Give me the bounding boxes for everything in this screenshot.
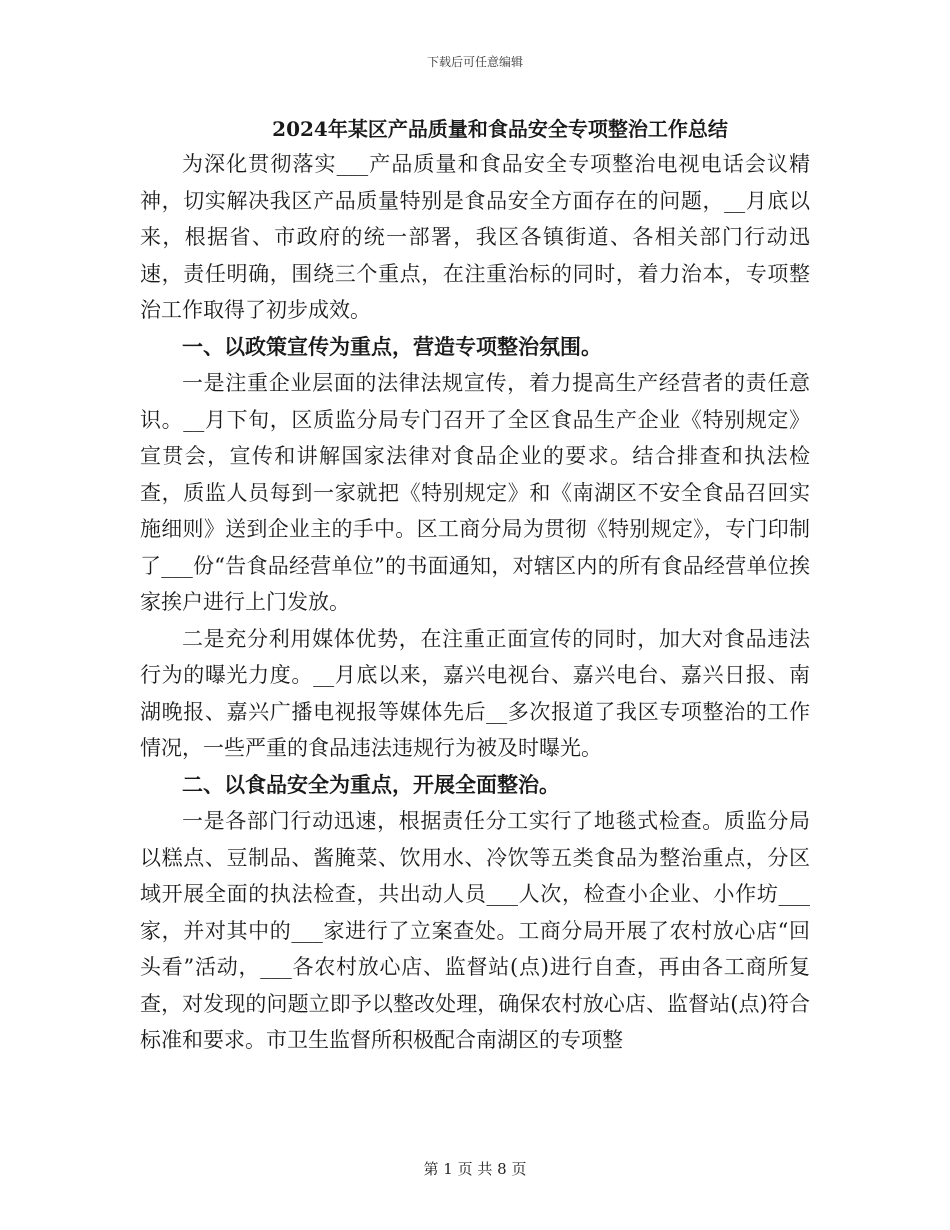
section1-paragraph-2: 二是充分利用媒体优势，在注重正面宣传的同时，加大对食品违法行为的曝光力度。__月底以来，嘉兴电视台、嘉兴电台、嘉兴日报、南湖晚报、嘉兴广播电视报等媒体先后__多次报道了我区专项整治的工作情况，一些严重的食品违法违规行为被及时曝光。 bbox=[140, 626, 810, 760]
section2-paragraph-1: 一是各部门行动迅速，根据责任分工实行了地毯式检查。质监分局以糕点、豆制品、酱腌菜、饮用水、冷饮等五类食品为整治重点，分区域开展全面的执法检查，共出动人员___人次，检查小企业、小作坊___家，并对其中的___家进行了立案查处。工商分局开展了农村放心店“回头看”活动，___各农村放心店、监督站(点)进行自查，再由各工商所复查，对发现的问题立即予以整改处理，确保农村放心店、监督站(点)符合标准和要求。市卫生监督所积极配合南湖区的专项整 bbox=[140, 809, 810, 1052]
page-header-note: 下载后可任意编辑 bbox=[426, 55, 523, 69]
intro-paragraph: 为深化贯彻落实___产品质量和食品安全专项整治电视电话会议精神，切实解决我区产品质量特别是食品安全方面存在的问题，__月底以来，根据省、市政府的统一部署，我区各镇街道、各相关部门行动迅速，责任明确，围绕三个重点，在注重治标的同时，着力治本，专项整治工作取得了初步成效。 bbox=[140, 152, 810, 322]
page-number-footer: 第 1 页 共 8 页 bbox=[423, 1160, 527, 1178]
document-title: 2024年某区产品质量和食品安全专项整治工作总结 bbox=[272, 117, 728, 141]
section1-paragraph-1: 一是注重企业层面的法律法规宣传，着力提高生产经营者的责任意识。__月下旬，区质监分局专门召开了全区食品生产企业《特别规定》宣贯会，宣传和讲解国家法律对食品企业的要求。结合排查和执法检查，质监人员每到一家就把《特别规定》和《南湖区不安全食品召回实施细则》送到企业主的手中。区工商分局为贯彻《特别规定》，专门印制了___份“告食品经营单位”的书面通知，对辖区内的所有食品经营单位挨家挨户进行上门发放。 bbox=[140, 371, 810, 614]
section-heading-1: 一、以政策宣传为重点，营造专项整治氛围。 bbox=[182, 333, 602, 359]
document-body bbox=[140, 146, 810, 1059]
section-heading-2: 二、以食品安全为重点，开展全面整治。 bbox=[182, 771, 560, 797]
